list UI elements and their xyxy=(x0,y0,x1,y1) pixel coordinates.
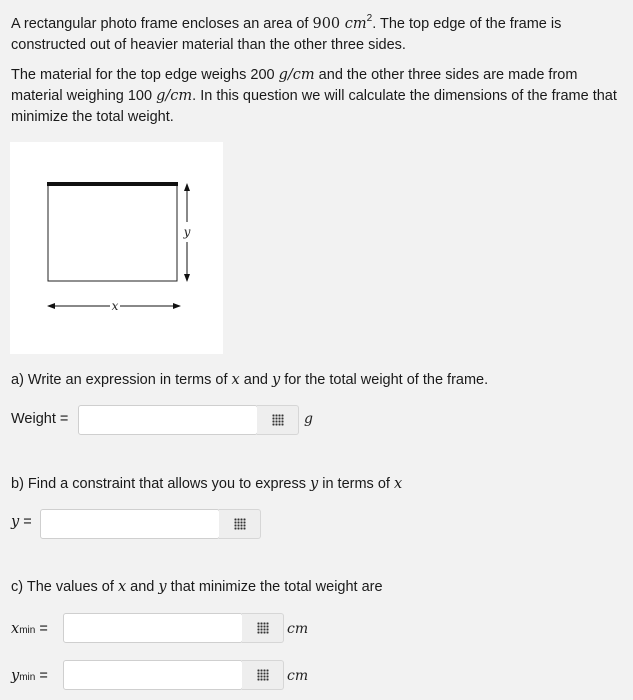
y-equals-label: y = xyxy=(11,514,32,530)
xmin-input[interactable] xyxy=(63,613,243,643)
weight-label: Weight = xyxy=(11,411,69,427)
frame-rectangle xyxy=(48,184,177,281)
ymin-unit: cm xyxy=(287,668,309,684)
ymin-input[interactable] xyxy=(63,660,243,690)
y-constraint-input[interactable] xyxy=(40,509,220,539)
weight-math-keyboard-button[interactable] xyxy=(257,405,299,435)
ymin-math-keyboard-button[interactable] xyxy=(242,660,284,690)
keyboard-icon xyxy=(257,622,269,634)
y-constraint-math-keyboard-button[interactable] xyxy=(219,509,261,539)
keyboard-icon xyxy=(272,414,284,426)
question-c: c) The values of x and y that minimize the total weight are xyxy=(11,579,383,595)
question-a: a) Write an expression in terms of x and y for the total weight of the frame. xyxy=(11,372,489,388)
x-dimension-label: x xyxy=(111,299,119,313)
intro-paragraph-2: The material for the top edge weighs 200 g/cm and the other three sides are made from material weighing 100 g/cm. In this question we will calculate the dimensions of the frame that minimize the total weight. xyxy=(11,67,617,125)
ymin-label: ymin = xyxy=(11,668,48,684)
xmin-label: xmin = xyxy=(11,621,48,637)
frame-diagram xyxy=(10,142,223,354)
frame-diagram-svg xyxy=(10,142,223,354)
keyboard-icon xyxy=(257,669,269,681)
y-dimension-label: y xyxy=(183,225,191,239)
xmin-unit: cm xyxy=(287,621,309,637)
xmin-math-keyboard-button[interactable] xyxy=(242,613,284,643)
weight-unit: g xyxy=(304,411,313,427)
weight-input[interactable] xyxy=(78,405,258,435)
question-b: b) Find a constraint that allows you to express y in terms of x xyxy=(11,476,403,492)
intro-paragraph-1: A rectangular photo frame encloses an area of 900 $cm^2$. The top edge of the frame is constructed out of heavier material than the other three sides. xyxy=(11,13,562,53)
keyboard-icon xyxy=(234,518,246,530)
